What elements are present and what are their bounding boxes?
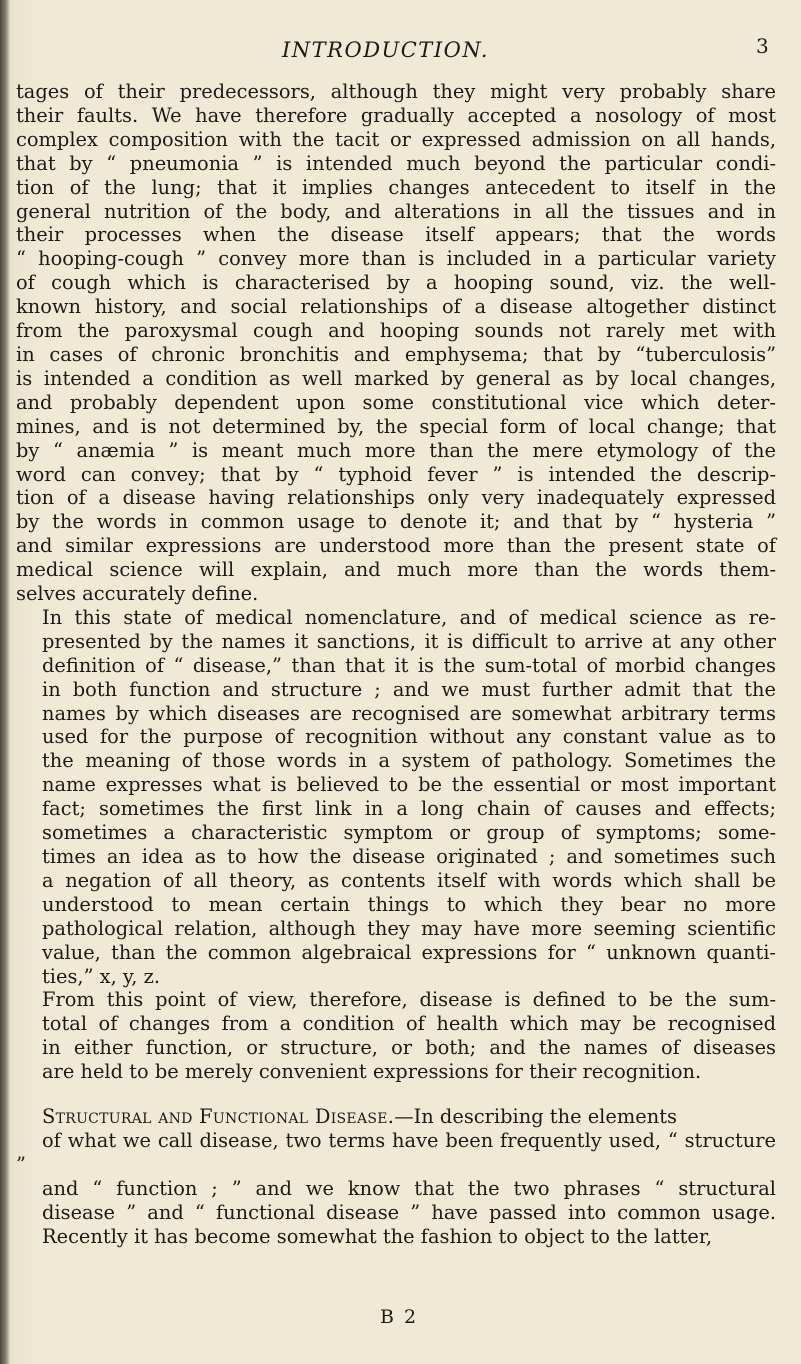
text-line: in cases of chronic bronchitis and emphysema; that by “tuberculosis”: [16, 342, 776, 366]
text-line: their faults. We have therefore gradually accepted a nosology of most: [16, 103, 776, 127]
text-line: tages of their predecessors, although they might very probably share: [16, 80, 776, 103]
text-line: In this state of medical nomenclature, and of medical science as re-: [42, 605, 776, 629]
text-line: name expresses what is believed to be the essential or most important: [42, 773, 776, 797]
text-line: presented by the names it sanctions, it is difficult to arrive at any other: [42, 629, 776, 653]
text-line: the meaning of those words in a system of pathology. Sometimes the: [42, 749, 776, 773]
signature-mark: B 2: [380, 1306, 419, 1328]
text-line: sometimes a characteristic symptom or group of symptoms; some-: [42, 821, 776, 845]
body-text: [16, 80, 776, 1249]
paragraph: [16, 606, 776, 989]
text-line: understood to mean certain things to which they bear no more: [42, 892, 776, 916]
text-line: is intended a condition as well marked by general as by local changes,: [16, 366, 776, 390]
text-line: pathological relation, although they may have more seeming scientific: [42, 916, 776, 940]
text-line: mines, and is not determined by, the special form of local change; that: [16, 414, 776, 438]
running-head: INTRODUCTION.: [282, 38, 490, 62]
text-line: complex composition with the tacit or expressed admission on all hands,: [16, 127, 776, 151]
text-line: tion of a disease having relationships only very inadequately expressed: [16, 486, 776, 510]
text-line: names by which diseases are recognised are somewhat arbitrary terms: [42, 701, 776, 725]
text-line: From this point of view, therefore, disease is defined to be the sum-: [42, 988, 776, 1012]
section-heading: Structural and Functional Disease.: [42, 1105, 395, 1129]
text-line: general nutrition of the body, and alterations in all the tissues and in: [16, 199, 776, 223]
text-line: in either function, or structure, or both; and the names of diseases: [42, 1036, 776, 1060]
text-line: used for the purpose of recognition without any constant value as to: [42, 725, 776, 749]
text-line: selves accurately define.: [16, 582, 259, 606]
section-paragraph: [16, 1105, 776, 1248]
text-line: of what we call disease, two terms have been frequently used, “ structure ”: [16, 1128, 776, 1176]
text-line: are held to be merely convenient expressions for their recognition.: [42, 1060, 702, 1084]
page-number: 3: [756, 34, 769, 58]
text-line: and probably dependent upon some constitutional vice which deter-: [16, 390, 776, 414]
text-line: their processes when the disease itself appears; that the words: [16, 223, 776, 247]
text-line: and similar expressions are understood more than the present state of: [16, 534, 776, 558]
text-line: total of changes from a condition of health which may be recognised: [42, 1012, 776, 1036]
text-line: by the words in common usage to denote it; and that by “ hysteria ”: [16, 510, 776, 534]
text-line: ties,” x, y, z.: [42, 964, 161, 988]
text-line: that by “ pneumonia ” is intended much beyond the particular condi-: [16, 151, 776, 175]
text-line: —In describing the elements: [394, 1105, 677, 1129]
text-line: tion of the lung; that it implies changes antecedent to itself in the: [16, 175, 776, 199]
text-line: definition of “ disease,” than that it is the sum-total of morbid changes: [42, 653, 776, 677]
text-line: word can convey; that by “ typhoid fever ” is intended the descrip-: [16, 462, 776, 486]
text-line: value, than the common algebraical expressions for “ unknown quanti-: [42, 940, 776, 964]
text-line: disease ” and “ functional disease ” have passed into common usage.: [42, 1200, 776, 1224]
text-line: a negation of all theory, as contents itself with words which shall be: [42, 868, 776, 892]
paragraph: [16, 80, 776, 606]
paragraph: [16, 988, 776, 1084]
text-line: “ hooping-cough ” convey more than is included in a particular variety: [16, 247, 776, 271]
text-line: from the paroxysmal cough and hooping sounds not rarely met with: [16, 319, 776, 343]
page-spine-shadow: [0, 0, 10, 1364]
text-line: medical science will explain, and much more than the words them-: [16, 558, 776, 582]
text-line: by “ anæmia ” is meant much more than the mere etymology of the: [16, 438, 776, 462]
text-line: known history, and social relationships of a disease altogether distinct: [16, 295, 776, 319]
text-line: of cough which is characterised by a hooping sound, viz. the well-: [16, 271, 776, 295]
text-line: in both function and structure ; and we must further admit that the: [42, 677, 776, 701]
page-header: [0, 34, 801, 64]
text-line: and “ function ; ” and we know that the two phrases “ structural: [42, 1176, 776, 1200]
text-line: fact; sometimes the first link in a long chain of causes and effects;: [42, 797, 776, 821]
text-line: Recently it has become somewhat the fashion to object to the latter,: [42, 1224, 713, 1248]
text-line: times an idea as to how the disease originated ; and sometimes such: [42, 845, 776, 868]
